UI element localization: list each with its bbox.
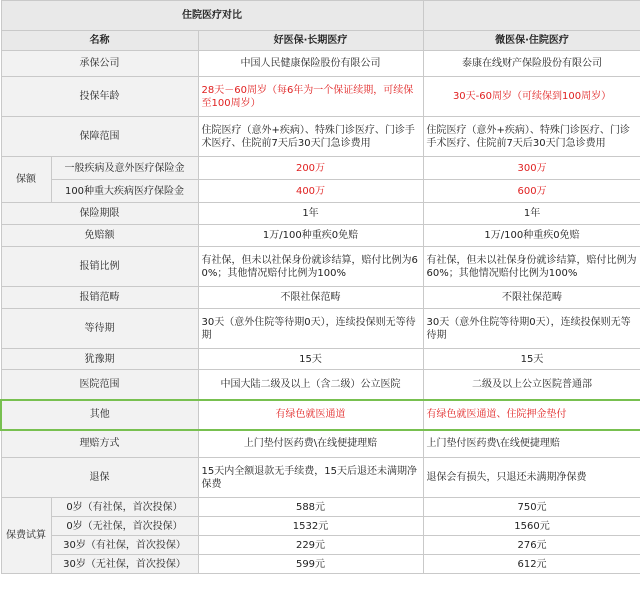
cell-col1: 不限社保范畴	[198, 287, 423, 309]
row-label: 0岁（无社保，首次投保）	[51, 517, 198, 536]
cell-col1: 1万/100种重疾0免赔	[198, 225, 423, 247]
table-row	[1, 498, 640, 517]
header-col1: 好医保·长期医疗	[198, 31, 423, 51]
table-row	[1, 180, 640, 203]
row-label: 报销范畴	[1, 287, 198, 309]
row-label: 100种重大疾病医疗保险金	[51, 180, 198, 203]
table-row	[1, 247, 640, 287]
row-label: 保险期限	[1, 203, 198, 225]
cell-col2: 600万	[423, 180, 640, 203]
cell-col2: 不限社保范畴	[423, 287, 640, 309]
cell-col1: 200万	[198, 157, 423, 180]
table-row	[1, 157, 640, 180]
cell-col1: 599元	[198, 555, 423, 574]
table-row	[1, 117, 640, 157]
cell-col2: 有社保，但未以社保身份就诊结算，赔付比例为60%；其他情况赔付比例为100%	[423, 247, 640, 287]
cell-col1: 有社保，但未以社保身份就诊结算，赔付比例为60%；其他情况赔付比例为100%	[198, 247, 423, 287]
cell-col2: 300万	[423, 157, 640, 180]
cell-col1: 住院医疗（意外+疾病）、特殊门诊医疗、门诊手术医疗、住院前7天后30天门急诊费用	[198, 117, 423, 157]
header-col2: 微医保·住院医疗	[423, 31, 640, 51]
table-row	[1, 370, 640, 400]
row-label: 犹豫期	[1, 349, 198, 370]
table-row	[1, 225, 640, 247]
table-row	[1, 51, 640, 77]
cell-col2: 15天	[423, 349, 640, 370]
row-label: 承保公司	[1, 51, 198, 77]
row-label: 等待期	[1, 309, 198, 349]
table-row	[1, 458, 640, 498]
row-label: 医院范围	[1, 370, 198, 400]
cell-col1: 1年	[198, 203, 423, 225]
cell-col2: 1年	[423, 203, 640, 225]
group-label-amount: 保额	[1, 157, 51, 203]
cell-col2: 1560元	[423, 517, 640, 536]
cell-col1: 28天－60周岁（每6年为一个保证续期，可续保至100周岁）	[198, 77, 423, 117]
cell-col2: 上门垫付医药费\在线便捷理赔	[423, 430, 640, 458]
cell-col2: 泰康在线财产保险股份有限公司	[423, 51, 640, 77]
table-row	[1, 287, 640, 309]
cell-col2: 30天（意外住院等待期0天），连续投保则无等待期	[423, 309, 640, 349]
row-label: 投保年龄	[1, 77, 198, 117]
table-row	[1, 400, 640, 430]
cell-col2: 有绿色就医通道、住院押金垫付	[423, 400, 640, 430]
cell-col2: 二级及以上公立医院普通部	[423, 370, 640, 400]
table-row	[1, 77, 640, 117]
cell-col2: 1万/100种重疾0免赔	[423, 225, 640, 247]
row-label: 退保	[1, 458, 198, 498]
row-label: 0岁（有社保，首次投保）	[51, 498, 198, 517]
cell-col2: 退保会有损失，只退还未满期净保费	[423, 458, 640, 498]
row-label: 30岁（有社保，首次投保）	[51, 536, 198, 555]
row-label: 30岁（无社保，首次投保）	[51, 555, 198, 574]
table-row	[1, 517, 640, 536]
cell-col1: 中国大陆二级及以上（含二级）公立医院	[198, 370, 423, 400]
cell-col2: 276元	[423, 536, 640, 555]
cell-col1: 400万	[198, 180, 423, 203]
cell-col1: 15天内全额退款无手续费，15天后退还未满期净保费	[198, 458, 423, 498]
table-title: 住院医疗对比	[1, 1, 423, 31]
header-name: 名称	[1, 31, 198, 51]
header-row	[1, 31, 640, 51]
cell-col2: 750元	[423, 498, 640, 517]
title-row	[1, 1, 640, 31]
cell-col2: 住院医疗（意外+疾病）、特殊门诊医疗、门诊手术医疗、住院前7天后30天门急诊费用	[423, 117, 640, 157]
table-row	[1, 536, 640, 555]
row-label: 一般疾病及意外医疗保险金	[51, 157, 198, 180]
cell-col1: 30天（意外住院等待期0天），连续投保则无等待期	[198, 309, 423, 349]
row-label: 理赔方式	[1, 430, 198, 458]
cell-col1: 229元	[198, 536, 423, 555]
row-label: 其他	[1, 400, 198, 430]
cell-col2: 30天-60周岁（可续保到100周岁）	[423, 77, 640, 117]
cell-col1: 1532元	[198, 517, 423, 536]
cell-col1: 中国人民健康保险股份有限公司	[198, 51, 423, 77]
cell-col1: 上门垫付医药费\在线便捷理赔	[198, 430, 423, 458]
cell-col1: 有绿色就医通道	[198, 400, 423, 430]
cell-col1: 588元	[198, 498, 423, 517]
row-label: 免赔额	[1, 225, 198, 247]
table-row	[1, 203, 640, 225]
table-row	[1, 555, 640, 574]
cell-col2: 612元	[423, 555, 640, 574]
table-row	[1, 349, 640, 370]
row-label: 报销比例	[1, 247, 198, 287]
table-row	[1, 430, 640, 458]
group-label-premium: 保费试算	[1, 498, 51, 574]
cell-col1: 15天	[198, 349, 423, 370]
row-label: 保障范围	[1, 117, 198, 157]
table-row	[1, 309, 640, 349]
